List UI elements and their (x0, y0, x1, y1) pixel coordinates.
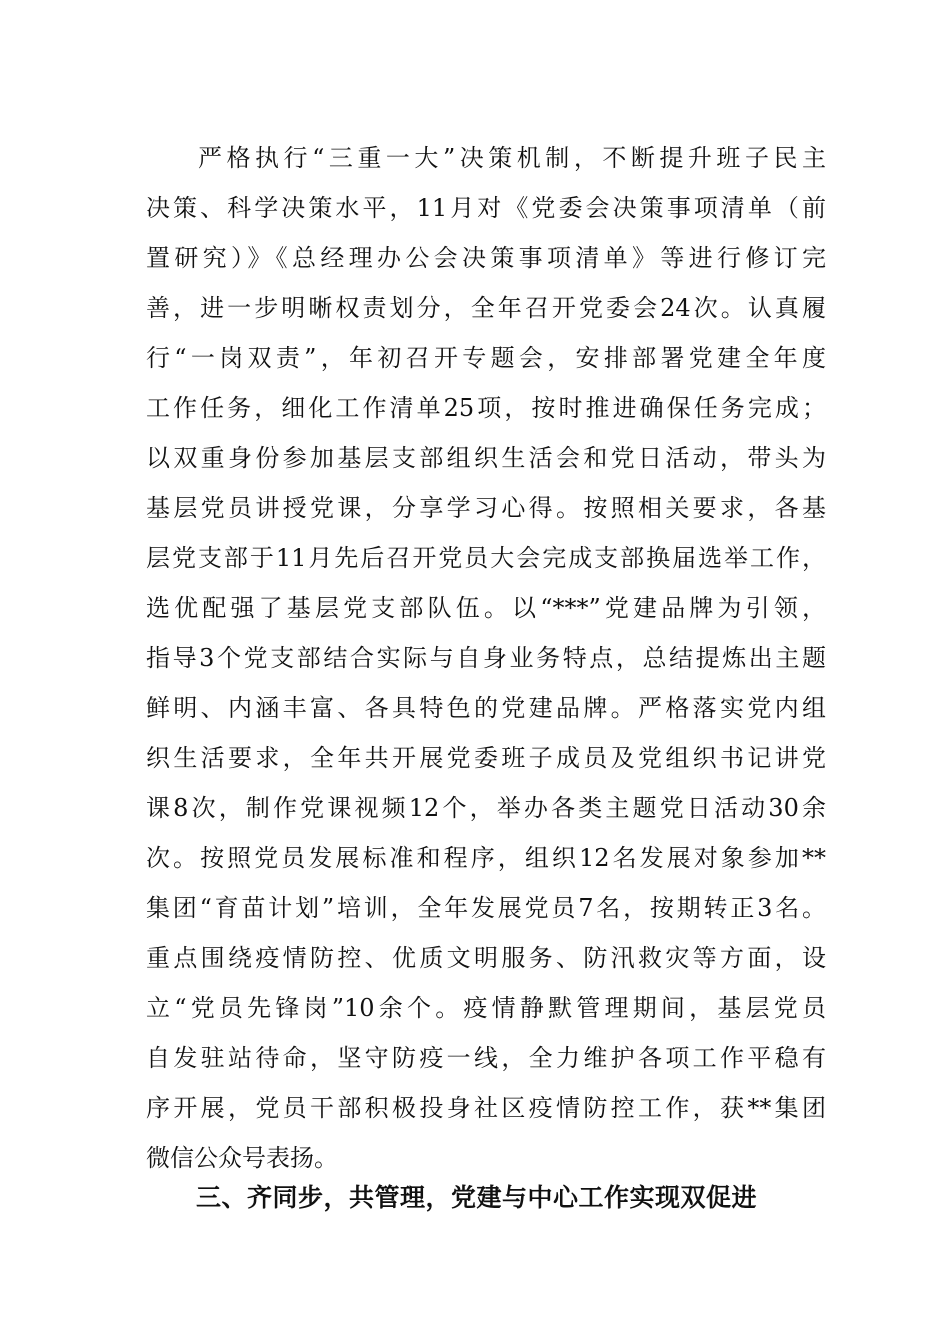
paragraph-line: 善，进一步明晰权责划分，全年召开党委会24次。认真履 (146, 294, 826, 322)
paragraph-line: 重点围绕疫情防控、优质文明服务、防汛救灾等方面，设 (146, 944, 826, 972)
paragraph-line: 置研究）》《总经理办公会决策事项清单》等进行修订完 (146, 244, 826, 272)
paragraph-line: 立“党员先锋岗”10余个。疫情静默管理期间，基层党员 (146, 994, 826, 1022)
paragraph-line: 课8次，制作党课视频12个，举办各类主题党日活动30余 (146, 794, 826, 822)
paragraph-line: 次。按照党员发展标准和程序，组织12名发展对象参加** (146, 844, 826, 872)
paragraph-line: 选优配强了基层党支部队伍。以“***”党建品牌为引领， (146, 594, 826, 622)
paragraph-line: 自发驻站待命，坚守防疫一线，全力维护各项工作平稳有 (146, 1044, 826, 1072)
paragraph-line: 行“一岗双责”，年初召开专题会，安排部署党建全年度 (146, 344, 826, 372)
section-heading: 三、齐同步，共管理，党建与中心工作实现双促进 (196, 1183, 758, 1212)
paragraph-line: 微信公众号表扬。 (146, 1144, 338, 1172)
paragraph-line: 集团“育苗计划”培训，全年发展党员7名，按期转正3名。 (146, 894, 826, 922)
paragraph-line: 层党支部于11月先后召开党员大会完成支部换届选举工作， (146, 544, 826, 572)
paragraph-line: 严格执行“三重一大”决策机制，不断提升班子民主 (198, 144, 826, 172)
paragraph-line: 决策、科学决策水平，11月对《党委会决策事项清单（前 (146, 194, 826, 222)
body-paragraph (146, 133, 826, 1183)
paragraph-line: 指导3个党支部结合实际与自身业务特点，总结提炼出主题 (146, 644, 826, 672)
paragraph-line: 序开展，党员干部积极投身社区疫情防控工作，获**集团 (146, 1094, 826, 1122)
paragraph-line: 鲜明、内涵丰富、各具特色的党建品牌。严格落实党内组 (146, 694, 826, 722)
paragraph-line: 工作任务，细化工作清单25项，按时推进确保任务完成； (146, 394, 826, 422)
paragraph-line: 基层党员讲授党课，分享学习心得。按照相关要求，各基 (146, 494, 826, 522)
paragraph-line: 以双重身份参加基层支部组织生活会和党日活动，带头为 (146, 444, 826, 472)
paragraph-line: 织生活要求，全年共开展党委班子成员及党组织书记讲党 (146, 744, 826, 772)
